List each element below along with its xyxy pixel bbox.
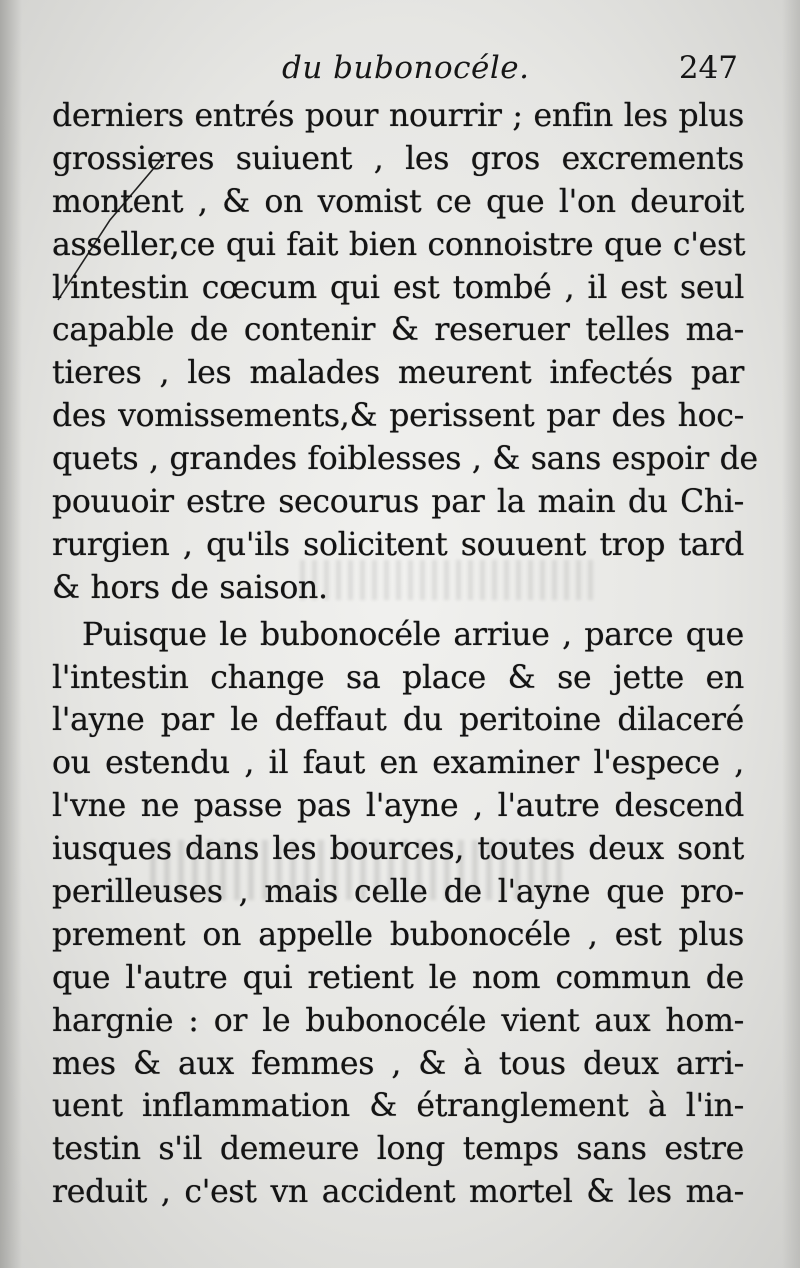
text-line: mes & aux femmes , & à tous deux arri- bbox=[52, 1045, 744, 1082]
text-line: derniers entrés pour nourrir ; enfin les plus bbox=[52, 98, 744, 134]
text-line: reduit , c'est vn accident mortel & les ma- bbox=[52, 1174, 744, 1211]
text-line: l'intestin change sa place & se jette en bbox=[52, 659, 744, 696]
text-line: que l'autre qui retient le nom commun de bbox=[52, 959, 744, 996]
text-line: l'ayne par le deffaut du peritoine dilaceré bbox=[52, 702, 744, 739]
text-line: l'vne ne passe pas l'ayne , l'autre descend bbox=[52, 788, 744, 825]
text-line: hargnie : or le bubonocéle vient aux hom- bbox=[52, 1002, 744, 1039]
running-title: du bubonocéle. bbox=[282, 50, 530, 86]
text-line: prement on appelle bubonocéle , est plus bbox=[52, 916, 744, 953]
text-line: tieres , les malades meurent infectés par bbox=[52, 355, 744, 392]
text-line: pouuoir estre secourus par la main du Chi- bbox=[52, 484, 744, 521]
paragraph-last-line: & hors de saison. bbox=[52, 569, 328, 606]
text-line: asseller,ce qui fait bien connoistre que c'est bbox=[52, 226, 746, 263]
text-line: testin s'il demeure long temps sans estre bbox=[52, 1131, 744, 1168]
text-line: l'intestin cœcum qui est tombé , il est seul bbox=[52, 269, 744, 306]
text-line: iusques dans les bources, toutes deux sont bbox=[52, 831, 744, 868]
page-number: 247 bbox=[678, 50, 738, 86]
running-header bbox=[52, 50, 744, 98]
text-line: grossieres suiuent , les gros excrements bbox=[52, 140, 744, 177]
text-line: quets , grandes foiblesses , & sans espoir de bbox=[52, 441, 758, 478]
body-text bbox=[52, 95, 758, 1214]
text-line: capable de contenir & reseruer telles ma- bbox=[52, 312, 744, 349]
text-line: montent , & on vomist ce que l'on deuroit bbox=[52, 183, 744, 220]
text-line: des vomissements,& perissent par des hoc- bbox=[52, 398, 744, 435]
paragraph-first-line: Puisque le bubonocéle arriue , parce que bbox=[82, 616, 744, 653]
text-line: perilleuses , mais celle de l'ayne que pro- bbox=[52, 874, 744, 911]
text-line: ou estendu , il faut en examiner l'espece , bbox=[52, 745, 744, 782]
text-line: rurgien , qu'ils solicitent souuent trop tard bbox=[52, 526, 744, 563]
text-line: uent inflammation & étranglement à l'in- bbox=[52, 1088, 744, 1125]
